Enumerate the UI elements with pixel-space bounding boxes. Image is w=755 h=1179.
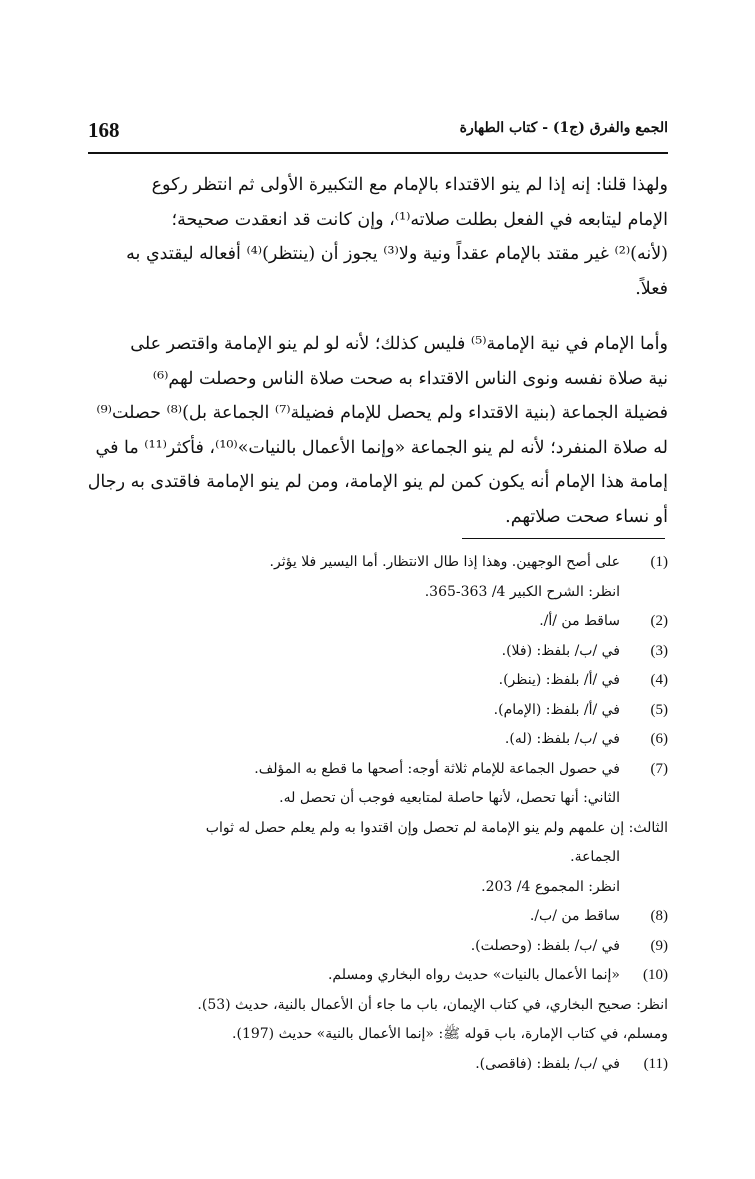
footnote-text: انظر: صحيح البخاري، في كتاب الإيمان، باب ما جاء أن الأعمال بالنية، حديث (53). xyxy=(197,996,668,1013)
footnote-number: (10) xyxy=(643,967,668,983)
footnote-number: (6) xyxy=(650,731,668,747)
footnote-item xyxy=(88,666,668,696)
footnote-item xyxy=(88,548,668,607)
footnote-number: (1) xyxy=(650,554,668,570)
paragraph-1 xyxy=(88,168,668,306)
footnote-text: ومسلم، في كتاب الإمارة، باب قوله ﷺ: «إنما الأعمال بالنية» حديث (197). xyxy=(232,1026,668,1042)
text-line: (لأنه)⁽²⁾ غير مقتد بالإمام عقداً ونية ولا⁽³⁾ يجوز أن (ينتظر)⁽⁴⁾ أفعاله ليقتدي به xyxy=(126,244,668,264)
footnote-text: انظر: الشرح الكبير 4/ 363-365. xyxy=(424,583,620,600)
text-line: إمامة هذا الإمام أنه يكون كمن لم ينو الإمامة، ومن لم ينو الإمامة فاقتدى به رجال xyxy=(88,472,668,492)
footnote-text: في /ب/ بلفظ: (فلا). xyxy=(501,642,620,659)
footnote-number: (11) xyxy=(643,1055,668,1072)
footnote-text: الثاني: أنها تحصل، لأنها حاصلة لمتابعيه فوجب أن تحصل له. xyxy=(279,790,620,806)
footnote-separator xyxy=(462,538,665,539)
header-rule xyxy=(88,152,668,154)
footnote-text: الثالث: إن علمهم ولم ينو الإمامة لم تحصل وإن اقتدوا به ولم يعلم حصل له ثواب xyxy=(205,819,668,836)
footnote-text: انظر: المجموع 4/ 203. xyxy=(481,878,620,895)
footnote-number: (3) xyxy=(650,642,668,659)
footnote-number: (4) xyxy=(650,672,668,688)
text-line: فعلاً. xyxy=(635,278,668,299)
footnote-text: ساقط من /أ/. xyxy=(539,613,620,629)
footnote-number: (5) xyxy=(650,701,668,718)
footnotes-list xyxy=(88,548,668,1079)
footnote-text: في /أ/ بلفظ: (ينظر). xyxy=(498,672,620,688)
footnote-text: على أصح الوجهين. وهذا إذا طال الانتظار. أما اليسير فلا يؤثر. xyxy=(269,554,620,570)
footnote-text: في حصول الجماعة للإمام ثلاثة أوجه: أصحها ما قطع به المؤلف. xyxy=(254,760,620,777)
footnote-item xyxy=(88,696,668,726)
footnote-text: الجماعة. xyxy=(570,849,620,865)
footnote-item xyxy=(88,607,668,637)
footnote-text: ساقط من /ب/. xyxy=(529,908,620,924)
footnote-text: في /ب/ بلفظ: (وحصلت). xyxy=(470,937,620,954)
text-line: الإمام ليتابعه في الفعل بطلت صلاته⁽¹⁾، وإن كانت قد انعقدت صحيحة؛ xyxy=(171,209,668,230)
footnote-number: (8) xyxy=(650,908,668,924)
footnote-number: (7) xyxy=(650,760,668,777)
text-line: نية صلاة نفسه ونوى الناس الاقتداء به صحت صلاة الناس وحصلت لهم⁽⁶⁾ xyxy=(152,368,668,389)
text-line: فضيلة الجماعة (بنية الاقتداء ولم يحصل للإمام فضيلة⁽⁷⁾ الجماعة بل)⁽⁸⁾ حصلت⁽⁹⁾ xyxy=(96,403,668,423)
footnote-item xyxy=(88,755,668,903)
page-header xyxy=(88,118,668,152)
text-line: أو نساء صحت صلاتهم. xyxy=(505,506,668,527)
footnote-text: في /ب/ بلفظ: (فاقصى). xyxy=(475,1055,620,1072)
text-line: له صلاة المنفرد؛ لأنه لم ينو الجماعة «وإنما الأعمال بالنيات»⁽¹⁰⁾، فأكثر⁽¹¹⁾ ما في xyxy=(95,437,668,458)
page-number: 168 xyxy=(88,118,120,142)
text-line: ولهذا قلنا: إنه إذا لم ينو الاقتداء بالإمام مع التكبيرة الأولى ثم انتظر ركوع xyxy=(151,175,668,195)
footnote-text: في /ب/ بلفظ: (له). xyxy=(504,731,620,747)
footnote-item xyxy=(88,902,668,932)
footnote-item xyxy=(88,1050,668,1080)
footnote-item xyxy=(88,725,668,755)
footnote-item xyxy=(88,637,668,667)
footnote-text: في /أ/ بلفظ: (الإمام). xyxy=(493,701,620,718)
footnote-text: «إنما الأعمال بالنيات» حديث رواه البخاري ومسلم. xyxy=(327,967,620,983)
footnote-item xyxy=(88,961,668,1050)
footnote-number: (2) xyxy=(650,613,668,629)
running-head: الجمع والفرق (ج1) - كتاب الطهارة xyxy=(459,120,668,136)
footnote-number: (9) xyxy=(650,937,668,954)
footnote-item xyxy=(88,932,668,962)
paragraph-2 xyxy=(88,327,668,534)
text-line: وأما الإمام في نية الإمامة⁽⁵⁾ فليس كذلك؛ لأنه لو لم ينو الإمامة واقتصر على xyxy=(130,334,668,354)
